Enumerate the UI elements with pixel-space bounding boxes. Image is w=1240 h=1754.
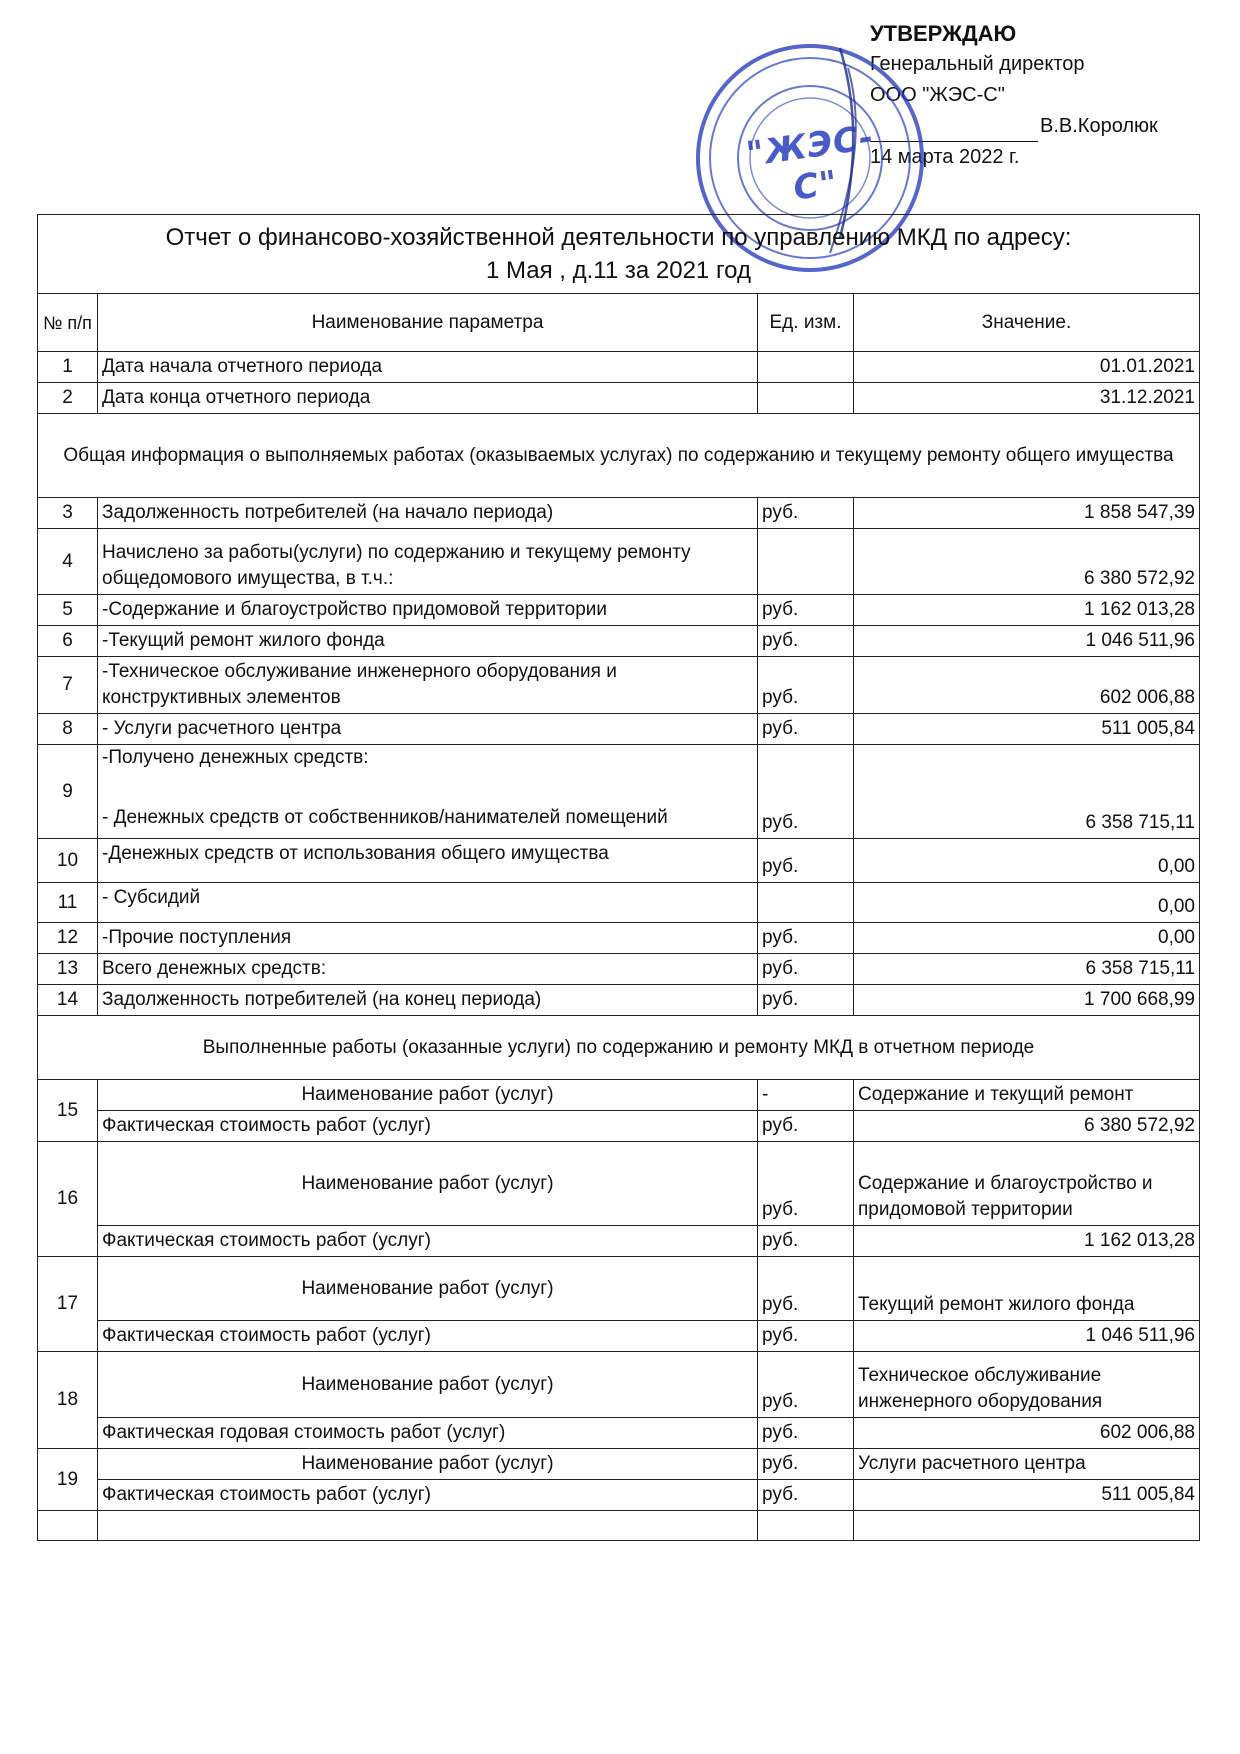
cost-unit: руб. [758, 1418, 854, 1449]
table-row [38, 498, 1200, 529]
work-value: Техническое обслуживание инженерного оборудования [854, 1352, 1200, 1418]
seal-text: "ЖЭС-С" [743, 117, 877, 209]
row-number: 17 [38, 1257, 98, 1352]
unit: руб. [758, 714, 854, 745]
table-row [38, 923, 1200, 954]
header-num: № п/п [38, 294, 98, 352]
parameter-name: Дата конца отчетного периода [98, 383, 758, 414]
cost-label: Фактическая стоимость работ (услуг) [98, 1111, 758, 1142]
work-value: Услуги расчетного центра [854, 1449, 1200, 1480]
report-title [38, 215, 1200, 294]
unit [758, 383, 854, 414]
unit: руб. [758, 498, 854, 529]
parameter-name: Начислено за работы(услуги) по содержанию и текущему ремонту общедомового имущества, в т.ч.: [98, 529, 758, 595]
row-number: 8 [38, 714, 98, 745]
cost-unit: руб. [758, 1321, 854, 1352]
cost-row [38, 1480, 1200, 1511]
table-row [38, 657, 1200, 714]
empty-num [38, 1511, 98, 1541]
parameter-subheading: -Получено денежных средств: [102, 747, 369, 768]
work-row [38, 1080, 1200, 1111]
section-row [38, 1016, 1200, 1080]
unit: руб. [758, 745, 854, 839]
parameter-name: Дата начала отчетного периода [98, 352, 758, 383]
unit: руб. [758, 954, 854, 985]
table-row [38, 714, 1200, 745]
table-row [38, 383, 1200, 414]
row-number: 2 [38, 383, 98, 414]
cost-row [38, 1226, 1200, 1257]
table-row [38, 529, 1200, 595]
work-unit: руб. [758, 1142, 854, 1226]
report-title-line2: 1 Мая , д.11 за 2021 год [485, 257, 751, 284]
row-number: 4 [38, 529, 98, 595]
cost-unit: руб. [758, 1226, 854, 1257]
unit: руб. [758, 839, 854, 883]
parameter-name: -Денежных средств от использования общего имущества [98, 839, 758, 883]
value: 01.01.2021 [854, 352, 1200, 383]
unit: руб. [758, 595, 854, 626]
cost-label: Фактическая стоимость работ (услуг) [98, 1321, 758, 1352]
header-name: Наименование параметра [98, 294, 758, 352]
work-row [38, 1257, 1200, 1321]
approval-date: 14 марта 2022 г. [870, 146, 1020, 168]
row-number: 7 [38, 657, 98, 714]
value: 511 005,84 [854, 714, 1200, 745]
cost-value: 511 005,84 [854, 1480, 1200, 1511]
work-unit: руб. [758, 1352, 854, 1418]
value: 1 700 668,99 [854, 985, 1200, 1016]
parameter-name: -Содержание и благоустройство придомовой территории [98, 595, 758, 626]
approval-heading: УТВЕРЖДАЮ [870, 21, 1017, 46]
parameter-name: -Текущий ремонт жилого фонда [98, 626, 758, 657]
parameter-name-text: - Денежных средств от собственников/нанимателей помещений [102, 807, 668, 828]
empty-name [98, 1511, 758, 1541]
work-label: Наименование работ (услуг) [98, 1352, 758, 1418]
header-value: Значение. [854, 294, 1200, 352]
cost-unit: руб. [758, 1480, 854, 1511]
value: 602 006,88 [854, 657, 1200, 714]
row-number: 6 [38, 626, 98, 657]
value: 6 358 715,11 [854, 745, 1200, 839]
table-row [38, 745, 1200, 839]
parameter-name: -Техническое обслуживание инженерного оборудования и конструктивных элементов [98, 657, 758, 714]
row-number: 16 [38, 1142, 98, 1257]
cost-label: Фактическая годовая стоимость работ (услуг) [98, 1418, 758, 1449]
row-number: 12 [38, 923, 98, 954]
value: 0,00 [854, 923, 1200, 954]
work-unit: - [758, 1080, 854, 1111]
row-number: 18 [38, 1352, 98, 1449]
cost-label: Фактическая стоимость работ (услуг) [98, 1226, 758, 1257]
unit: руб. [758, 626, 854, 657]
table-row [38, 883, 1200, 923]
unit: руб. [758, 923, 854, 954]
cost-row [38, 1418, 1200, 1449]
value: 1 046 511,96 [854, 626, 1200, 657]
cost-value: 602 006,88 [854, 1418, 1200, 1449]
row-number: 3 [38, 498, 98, 529]
empty-unit [758, 1511, 854, 1541]
row-number: 19 [38, 1449, 98, 1511]
cost-label: Фактическая стоимость работ (услуг) [98, 1480, 758, 1511]
approval-signer: В.В.Королюк [1040, 115, 1158, 137]
section-title: Общая информация о выполняемых работах (оказываемых услугах) по содержанию и текущему ремонту общего имущества [38, 414, 1200, 498]
row-number: 11 [38, 883, 98, 923]
value: 31.12.2021 [854, 383, 1200, 414]
row-number: 14 [38, 985, 98, 1016]
row-number: 5 [38, 595, 98, 626]
table-row [38, 595, 1200, 626]
value: 1 858 547,39 [854, 498, 1200, 529]
unit: руб. [758, 985, 854, 1016]
section-row [38, 414, 1200, 498]
table-row [38, 839, 1200, 883]
work-label: Наименование работ (услуг) [98, 1257, 758, 1321]
cost-value: 1 162 013,28 [854, 1226, 1200, 1257]
unit [758, 883, 854, 923]
work-unit: руб. [758, 1449, 854, 1480]
approval-company: ООО "ЖЭС-С" [870, 84, 1005, 106]
empty-row [38, 1511, 1200, 1541]
work-label: Наименование работ (услуг) [98, 1449, 758, 1480]
work-label: Наименование работ (услуг) [98, 1080, 758, 1111]
parameter-name: Задолженность потребителей (на конец периода) [98, 985, 758, 1016]
work-row [38, 1352, 1200, 1418]
parameter-name: Задолженность потребителей (на начало периода) [98, 498, 758, 529]
value: 0,00 [854, 839, 1200, 883]
unit [758, 352, 854, 383]
approval-position: Генеральный директор [870, 53, 1085, 75]
table-row [38, 954, 1200, 985]
header-unit: Ед. изм. [758, 294, 854, 352]
cost-unit: руб. [758, 1111, 854, 1142]
value: 0,00 [854, 883, 1200, 923]
value: 6 358 715,11 [854, 954, 1200, 985]
value: 6 380 572,92 [854, 529, 1200, 595]
cost-value: 6 380 572,92 [854, 1111, 1200, 1142]
work-value: Содержание и текущий ремонт [854, 1080, 1200, 1111]
work-row [38, 1142, 1200, 1226]
row-number: 10 [38, 839, 98, 883]
table-row [38, 985, 1200, 1016]
work-row [38, 1449, 1200, 1480]
cost-row [38, 1111, 1200, 1142]
report-table [37, 214, 1200, 1541]
parameter-name: - Субсидий [98, 883, 758, 923]
value: 1 162 013,28 [854, 595, 1200, 626]
report-title-line1: Отчет о финансово-хозяйственной деятельности по управлению МКД по адресу: [165, 224, 1072, 251]
work-value: Текущий ремонт жилого фонда [854, 1257, 1200, 1321]
table-row [38, 626, 1200, 657]
work-value: Содержание и благоустройство и придомовой территории [854, 1142, 1200, 1226]
table-row [38, 352, 1200, 383]
unit: руб. [758, 657, 854, 714]
parameter-name: -Прочие поступления [98, 923, 758, 954]
unit [758, 529, 854, 595]
parameter-name [98, 745, 758, 839]
work-label: Наименование работ (услуг) [98, 1142, 758, 1226]
header-row [38, 294, 1200, 352]
row-number: 13 [38, 954, 98, 985]
title-row [38, 215, 1200, 294]
parameter-name: - Услуги расчетного центра [98, 714, 758, 745]
work-unit: руб. [758, 1257, 854, 1321]
row-number: 15 [38, 1080, 98, 1142]
row-number: 1 [38, 352, 98, 383]
cost-row [38, 1321, 1200, 1352]
empty-value [854, 1511, 1200, 1541]
cost-value: 1 046 511,96 [854, 1321, 1200, 1352]
row-number: 9 [38, 745, 98, 839]
section-title: Выполненные работы (оказанные услуги) по содержанию и ремонту МКД в отчетном периоде [38, 1016, 1200, 1080]
parameter-name: Всего денежных средств: [98, 954, 758, 985]
